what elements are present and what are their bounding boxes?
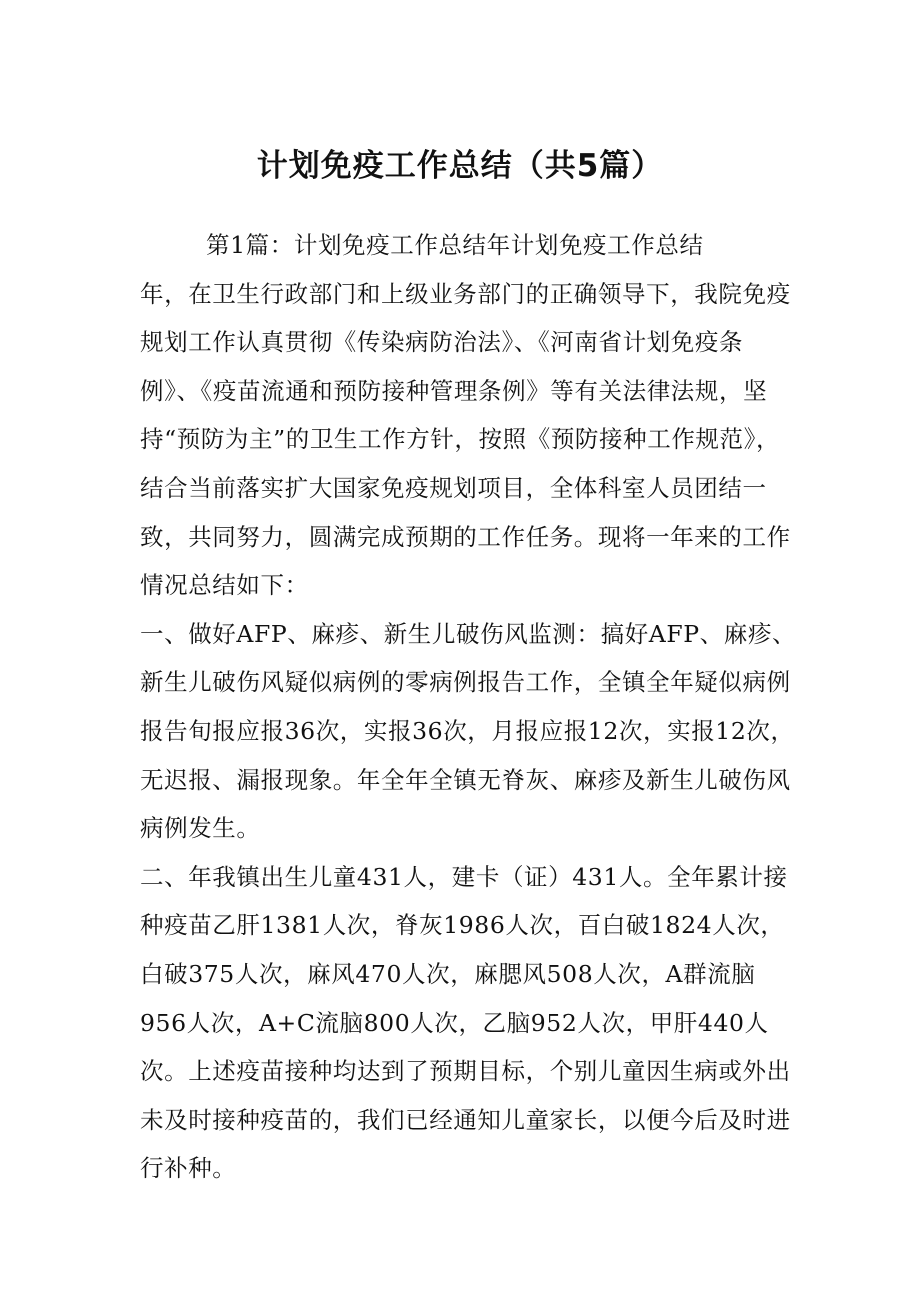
document-body <box>140 221 800 1193</box>
section-heading: 第1篇：计划免疫工作总结年计划免疫工作总结 <box>206 231 704 259</box>
monitoring-paragraph: 一、做好AFP、麻疹、新生儿破伤风监测：搞好AFP、麻疹、新生儿破伤风疑似病例的零病例报告工作，全镇全年疑似病例报告旬报应报36次，实报36次，月报应报12次，实报12次，无迟报、漏报现象。年全年全镇无脊灰、麻疹及新生儿破伤风病例发生。 <box>140 619 797 843</box>
document-title: 计划免疫工作总结（共5篇） <box>256 148 664 184</box>
intro-paragraph: 年，在卫生行政部门和上级业务部门的正确领导下，我院免疫规划工作认真贯彻《传染病防治法》、《河南省计划免疫条例》、《疫苗流通和预防接种管理条例》等有关法律法规，坚持“预防为主”的卫生工作方针，按照《预防接种工作规范》，结合当前落实扩大国家免疫规划项目，全体科室人员团结一致，共同努力，圆满完成预期的工作任务。现将一年来的工作情况总结如下： <box>140 279 791 600</box>
vaccination-paragraph: 二、年我镇出生儿童431人，建卡（证）431人。全年累计接种疫苗乙肝1381人次，脊灰1986人次，百白破1824人次，白破375人次，麻风470人次，麻腮风508人次，A群流脑956人次，A+C流脑800人次，乙脑952人次，甲肝440人次。上述疫苗接种均达到了预期目标，个别儿童因生病或外出未及时接种疫苗的，我们已经通知儿童家长，以便今后及时进行补种。 <box>140 862 791 1183</box>
